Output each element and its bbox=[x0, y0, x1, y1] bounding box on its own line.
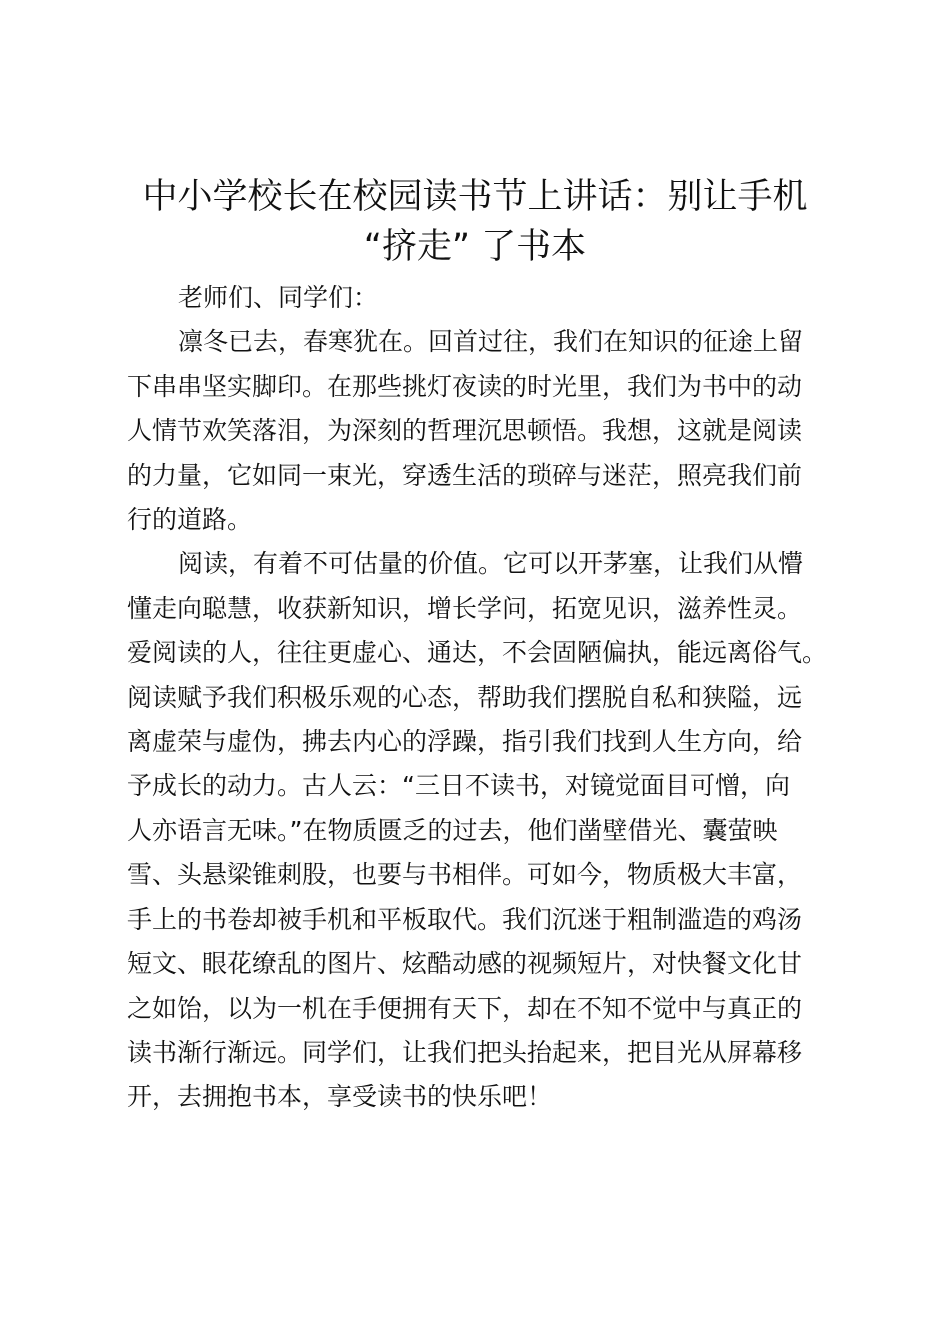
text-line: 爱阅读的人，往往更虚心、通达，不会固陋偏执，能远离俗气。 bbox=[127, 638, 828, 668]
text-line: 凛冬已去，春寒犹在。回首过往，我们在知识的征途上留 bbox=[178, 327, 804, 357]
paragraph-2 bbox=[127, 542, 842, 1119]
text-line: 阅读赋予我们积极乐观的心态，帮助我们摆脱自私和狭隘，远 bbox=[127, 682, 803, 712]
title-line: “挤走” 了书本 bbox=[363, 227, 587, 267]
document-body bbox=[127, 276, 842, 1120]
text-line: 阅读，有着不可估量的价值。它可以开茅塞，让我们从懵 bbox=[178, 549, 804, 579]
text-line: 下串串坚实脚印。在那些挑灯夜读的时光里，我们为书中的动 bbox=[127, 371, 803, 401]
text-line: 开，去拥抱书本，享受读书的快乐吧！ bbox=[127, 1082, 553, 1112]
document-title bbox=[120, 172, 830, 272]
paragraph-1 bbox=[127, 320, 842, 542]
text-line: 行的道路。 bbox=[127, 505, 253, 535]
title-line: 中小学校长在校园读书节上讲话：别让手机 bbox=[142, 177, 808, 217]
text-line: 的力量，它如同一束光，穿透生活的琐碎与迷茫，照亮我们前 bbox=[127, 460, 803, 490]
text-line: 雪、头悬梁锥刺股，也要与书相伴。可如今，物质极大丰富， bbox=[127, 860, 803, 890]
text-line: 手上的书卷却被手机和平板取代。我们沉迷于粗制滥造的鸡汤 bbox=[127, 904, 803, 934]
text-line: 懂走向聪慧，收获新知识，增长学问，拓宽见识，滋养性灵。 bbox=[127, 593, 803, 623]
text-line: 人情节欢笑落泪，为深刻的哲理沉思顿悟。我想，这就是阅读 bbox=[127, 416, 803, 446]
text-line: 读书渐行渐远。同学们，让我们把头抬起来，把目光从屏幕移 bbox=[127, 1037, 803, 1067]
text-line: 之如饴，以为一机在手便拥有天下，却在不知不觉中与真正的 bbox=[127, 993, 803, 1023]
text-line: 人亦语言无味。”在物质匮乏的过去，他们凿壁借光、囊萤映 bbox=[127, 815, 778, 845]
text-line: 短文、眼花缭乱的图片、炫酷动感的视频短片，对快餐文化甘 bbox=[127, 949, 803, 979]
text-line: 予成长的动力。古人云：“三日不读书，对镜觉面目可憎，向 bbox=[127, 771, 790, 801]
text-line: 离虚荣与虚伪，拂去内心的浮躁，指引我们找到人生方向，给 bbox=[127, 727, 803, 757]
salutation: 老师们、同学们： bbox=[178, 283, 379, 312]
